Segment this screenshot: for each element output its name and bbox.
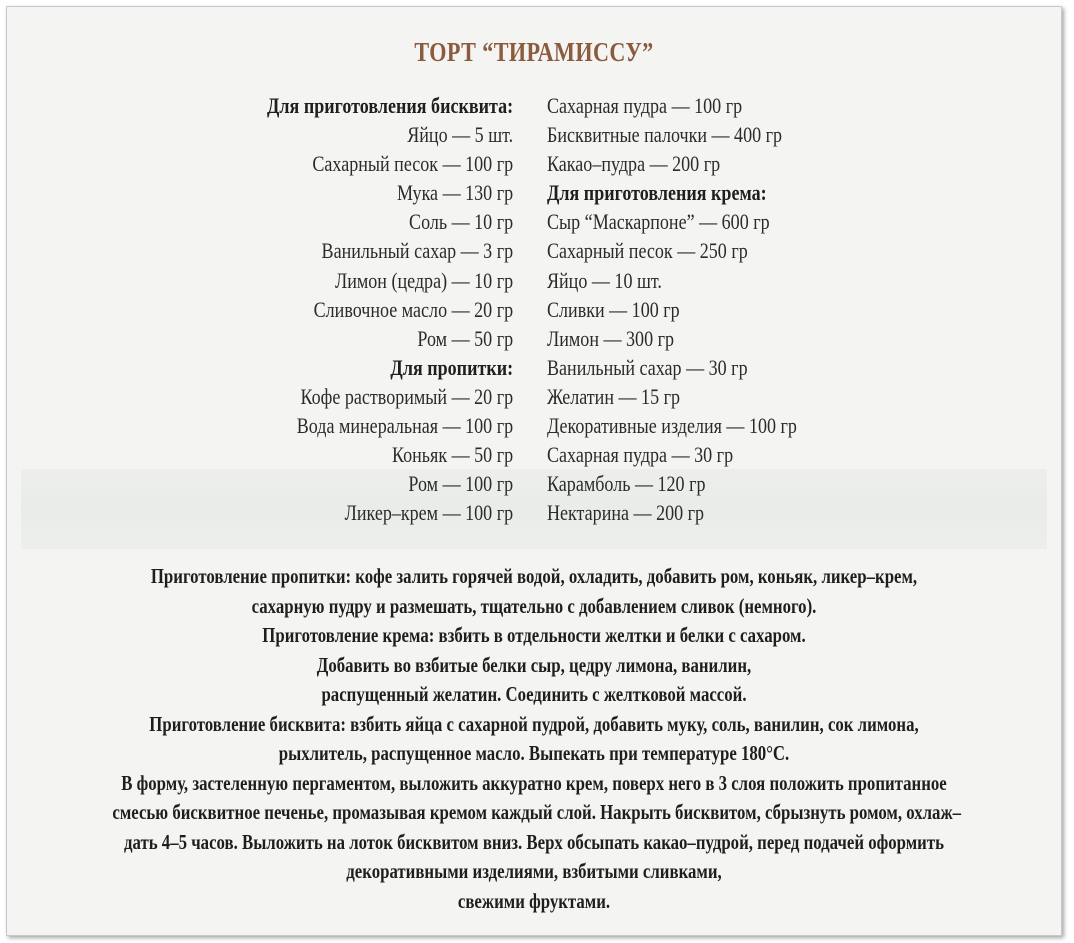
instructions-section [7,562,1061,916]
instruction-line: распущенный желатин. Соединить с желтковой массой. [321,682,747,706]
background-band [21,469,1047,549]
ingredient-item: Желатин — 15 гр [547,383,681,409]
ingredient-item: Ликер–крем — 100 гр [344,500,513,526]
ingredients-left-column [213,91,513,527]
ingredient-item: Коньяк — 50 гр [391,442,513,468]
ingredient-item: Ром — 50 гр [417,325,513,351]
ingredient-item: Мука — 130 гр [396,180,513,206]
instruction-line: декоративными изделиями, взбитыми сливками, [346,859,722,883]
ingredient-item: Яйцо — 10 шт. [547,267,662,293]
instruction-line: В форму, застеленную пергаментом, выложить аккуратно крем, поверх него в 3 слоя положить пропитанное [121,770,947,795]
instruction-line: свежими фруктами. [457,888,611,913]
ingredient-item: Сахарная пудра — 100 гр [547,93,743,118]
recipe-title: ТОРТ “ТИРАМИССУ” [414,37,654,67]
ingredient-item: Сахарный песок — 100 гр [312,151,513,177]
ingredient-section-heading: Для приготовления бисквита: [266,93,513,118]
ingredient-item: Декоративные изделия — 100 гр [547,413,797,439]
ingredient-section-heading: Для приготовления крема: [547,180,767,206]
ingredient-item: Сахарный песок — 250 гр [547,238,748,264]
instruction-line: рыхлитель, распущенное масло. Выпекать при температуре 180°С. [278,741,790,765]
ingredient-section-heading: Для пропитки: [390,354,513,380]
instruction-line: Приготовление крема: взбить в отдельности желтки и белки с сахаром. [262,623,806,647]
ingredient-item: Лимон — 300 гр [547,325,675,351]
instruction-line: Приготовление бисквита: взбить яйца с сахарной пудрой, добавить муку, соль, ванилин, сок лимона, [149,711,919,736]
ingredient-item: Лимон (цедра) — 10 гр [334,267,513,293]
ingredient-item: Соль — 10 гр [408,209,513,235]
ingredient-item: Ванильный сахар — 30 гр [547,354,748,380]
instruction-line: сахарную пудру и размешать, тщательно с добавлением сливок (немного). [251,593,817,618]
ingredient-item: Яйцо — 5 шт. [407,122,513,148]
instruction-line: Добавить во взбитые белки сыр, цедру лимона, ванилин, [316,652,752,677]
ingredient-item: Сахарная пудра — 30 гр [547,442,734,468]
ingredient-item: Ром — 100 гр [408,471,513,497]
ingredient-item: Сыр “Маскарпоне” — 600 гр [547,209,770,235]
instruction-line: Приготовление пропитки: кофе залить горячей водой, охладить, добавить ром, коньяк, ликер–крем, [150,564,918,588]
instruction-line: смесью бисквитное печенье, промазывая кремом каждый слой. Накрыть бисквитом, сбрызнуть ромом, охлаж– [112,800,962,824]
ingredient-item: Ванильный сахар — 3 гр [321,238,513,264]
ingredient-item: Бисквитные палочки — 400 гр [547,122,783,148]
ingredients-right-column [547,91,852,527]
ingredient-item: Карамболь — 120 гр [547,471,706,497]
ingredient-item: Кофе растворимый — 20 гр [300,383,513,409]
recipe-page [6,6,1062,936]
ingredient-item: Нектарина — 200 гр [547,500,705,526]
instruction-line: дать 4–5 часов. Выложить на лоток бисквитом вниз. Верх обсыпать какао–пудрой, перед подачей оформить [123,829,944,854]
ingredient-item: Вода минеральная — 100 гр [296,413,513,439]
ingredient-item: Сливочное масло — 20 гр [313,296,513,322]
ingredient-item: Сливки — 100 гр [547,296,680,322]
ingredient-item: Какао–пудра — 200 гр [547,151,721,177]
